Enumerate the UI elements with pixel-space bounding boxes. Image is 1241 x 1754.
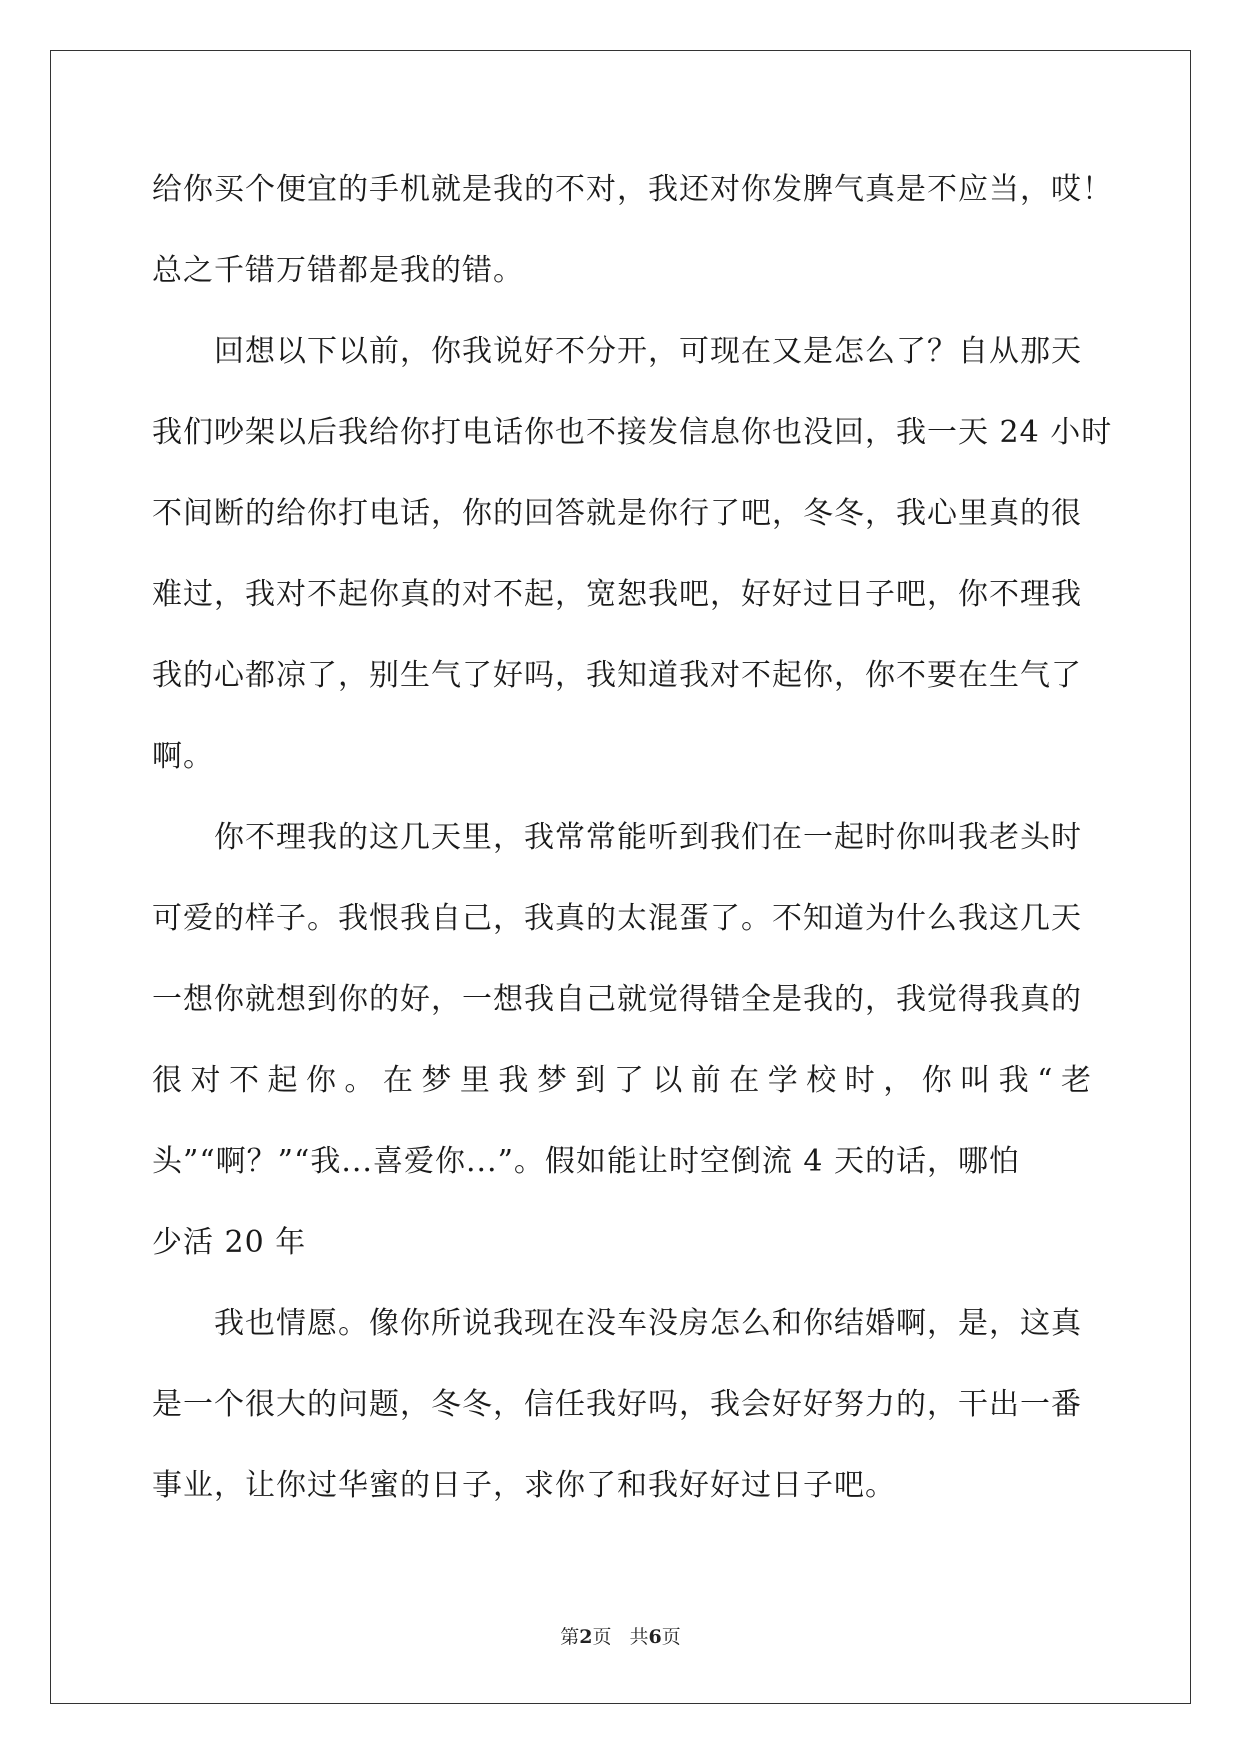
text-line-15: 我也情愿。像你所说我现在没车没房怎么和你结婚啊，是，这真	[214, 1306, 1082, 1341]
document-body	[152, 160, 1113, 1537]
total-pages-prefix: 共	[629, 1626, 649, 1648]
text-line-13: 头”“啊？”“我...喜爱你...”。假如能让时空倒流 4 天的话，哪怕	[152, 1144, 1021, 1179]
text-line-9: 你不理我的这几天里，我常常能听到我们在一起时你叫我老头时	[214, 820, 1082, 855]
text-line-1: 给你买个便宜的手机就是我的不对，我还对你发脾气真是不应当，哎！	[152, 172, 1113, 207]
text-line-7: 我的心都凉了，别生气了好吗，我知道我对不起你，你不要在生气了	[152, 658, 1082, 693]
text-line-10: 可爱的样子。我恨我自己，我真的太混蛋了。不知道为什么我这几天	[152, 901, 1082, 936]
text-line-14: 少活 20 年	[152, 1225, 307, 1260]
page-number-prefix: 第	[560, 1626, 580, 1648]
text-line-11: 一想你就想到你的好，一想我自己就觉得错全是我的，我觉得我真的	[152, 982, 1082, 1017]
text-line-5: 不间断的给你打电话，你的回答就是你行了吧，冬冬，我心里真的很	[152, 496, 1082, 531]
page-footer	[0, 1622, 1241, 1649]
text-line-2: 总之千错万错都是我的错。	[152, 253, 524, 288]
text-line-16: 是一个很大的问题，冬冬，信任我好吗，我会好好努力的，干出一番	[152, 1387, 1082, 1422]
total-pages-number: 6	[648, 1626, 662, 1648]
page-unit-label: 页	[592, 1626, 612, 1648]
text-line-4: 我们吵架以后我给你打电话你也不接发信息你也没回，我一天 24 小时	[152, 415, 1113, 450]
text-line-12: 很对不起你。在梦里我梦到了以前在学校时，你叫我“老	[152, 1063, 1092, 1098]
text-line-8: 啊。	[152, 739, 214, 774]
current-page-number: 2	[579, 1626, 593, 1648]
total-pages-unit: 页	[661, 1626, 681, 1648]
text-line-17: 事业，让你过华蜜的日子，求你了和我好好过日子吧。	[152, 1468, 896, 1503]
text-line-6: 难过，我对不起你真的对不起，宽恕我吧，好好过日子吧，你不理我	[152, 577, 1082, 612]
text-line-3: 回想以下以前，你我说好不分开，可现在又是怎么了？自从那天	[214, 334, 1082, 369]
